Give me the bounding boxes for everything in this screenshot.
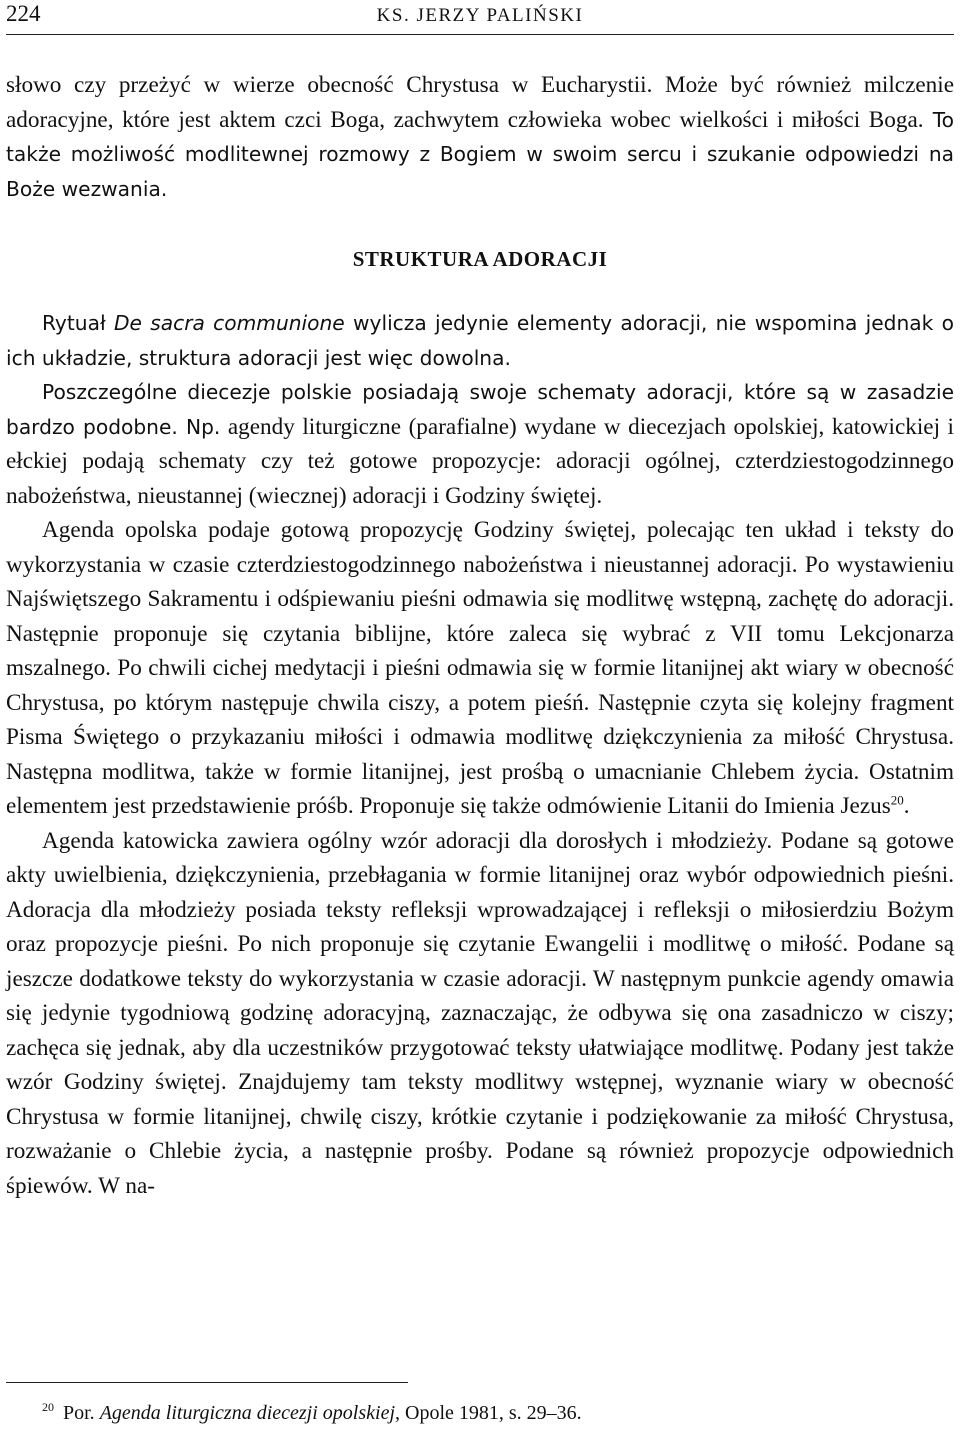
footnote-number: 20 [42,1400,54,1415]
paragraph-text: Agenda opolska podaje gotową propozycję Godziny świętej, polecając ten układ i teksty do wykorzystania w czasie czterdziestogodzinnego nabożeństwa i nieustannej adoracji. Po wystawieniu Najświętszego Sakramentu i odśpiewaniu pieśni odmawia się modlitwę wstępną, zachętę do adoracji. Następnie proponuje się czytania biblijne, które zaleca się wybrać z VII tomu Lekcjonarza mszalnego. Po chwili cichej medytacji i pieśni odmawia się w formie litanijnej akt wiary w obecność Chrystusa, po którym następuje chwila ciszy, a potem pieśń. Następnie czyta się kolejny fragment Pisma Świętego o przykazaniu miłości i odmawia modlitwę dziękczynienia za miłość Chrystusa. Następna modlitwa, także w formie litanijnej, jest prośbą o umacnianie Chlebem życia. Ostatnim elementem jest przedstawienie próśb. Proponuje się także odmówienie Litanii do Imienia Jezus [6,517,954,819]
running-head: KS. JERZY PALIŃSKI [376,5,584,26]
paragraph-rytual [6,306,954,375]
paragraph-text-sans: Poszczególne diecezje polskie posiadają swoje schematy adoracji, które są w zasadzie bardzo podobne. Np. [6,380,954,439]
paragraph-text: . [903,793,910,819]
paragraph-agenda-opolska [6,513,954,824]
paragraph-text: agendy liturgiczne (parafialne) wydane w diecezjach opolskiej, katowickiej i ełckiej podają schematy czy też gotowe propozycje: adoracji ogólnej, czterdziestogodzinnego nabożeństwa, nieustannej (wiecznej) adoracji i Godziny świętej. [6,413,954,509]
paragraph-text-sans: To także możliwość modlitewnej rozmowy z Bogiem w swoim sercu i szukanie odpowiedzi na Boże wezwania. [6,107,954,201]
page-header [6,0,954,40]
paragraph-text: słowo czy przeżyć w wierze obecność Chrystusa w Eucharystii. Może być również milczenie adoracyjne, które jest aktem czci Boga, zachwytem człowieka wobec wielkości i miłości Boga. [6,72,954,133]
page [6,0,954,1434]
paragraph-diecezje [6,375,954,513]
body-text [6,68,954,1203]
italic-title: De sacra communione [113,311,345,335]
paragraph-continuation [6,68,954,206]
header-rule [6,34,954,35]
section-heading: STRUKTURA ADORACJI [352,247,608,271]
footnote-italic-title: Agenda liturgiczna diecezji opolskiej [99,1402,395,1424]
paragraph-text: Agenda katowicka zawiera ogólny wzór adoracji dla dorosłych i młodzieży. Podane są gotowe akty uwielbienia, dziękczynienia, przebłagania w formie litanijnej oraz wybór odpowiednich pieśni. Adoracja dla młodzieży posiada teksty refleksji wprowadzającej i refleksji o miłosierdziu Bożym oraz propozycje pieśni. Po nich proponuje się czytanie Ewangelii i modlitwę o miłość. Podane są jeszcze dodatkowe teksty do wykorzystania w czasie adoracji. W następnym punkcie agendy omawia się jedynie tygodniową godzinę adoracyjną, zaznaczając, że odbywa się ona zasadniczo w ciszy; zachęca się jednak, aby dla uczestników przygotować teksty ułatwiające modlitwę. Podany jest także wzór Godziny świętej. Znajdujemy tam teksty modlitwy wstępnej, wyznanie wiary w obecność Chrystusa w formie litanijnej, chwilę ciszy, krótkie czytanie i podziękowanie za miłość Chrystusa, rozważanie o Chlebie życia, a następnie prośby. Podane są również propozycje odpowiednich śpiewów. W na- [6,827,954,1199]
footnote-suffix: , Opole 1981, s. 29–36. [395,1402,582,1424]
page-number: 224 [6,1,41,26]
footnote-prefix: Por. [58,1402,100,1424]
footnote [42,1400,942,1426]
footnote-rule [6,1382,408,1383]
paragraph-text: Rytuał [42,311,114,335]
paragraph-text: wylicza jedynie elementy adoracji, nie wspomina jednak o ich układzie, struktura adoracji jest więc dowolna. [6,311,954,370]
paragraph-agenda-katowicka [6,824,954,1204]
footnote-reference[interactable]: 20 [890,792,904,808]
